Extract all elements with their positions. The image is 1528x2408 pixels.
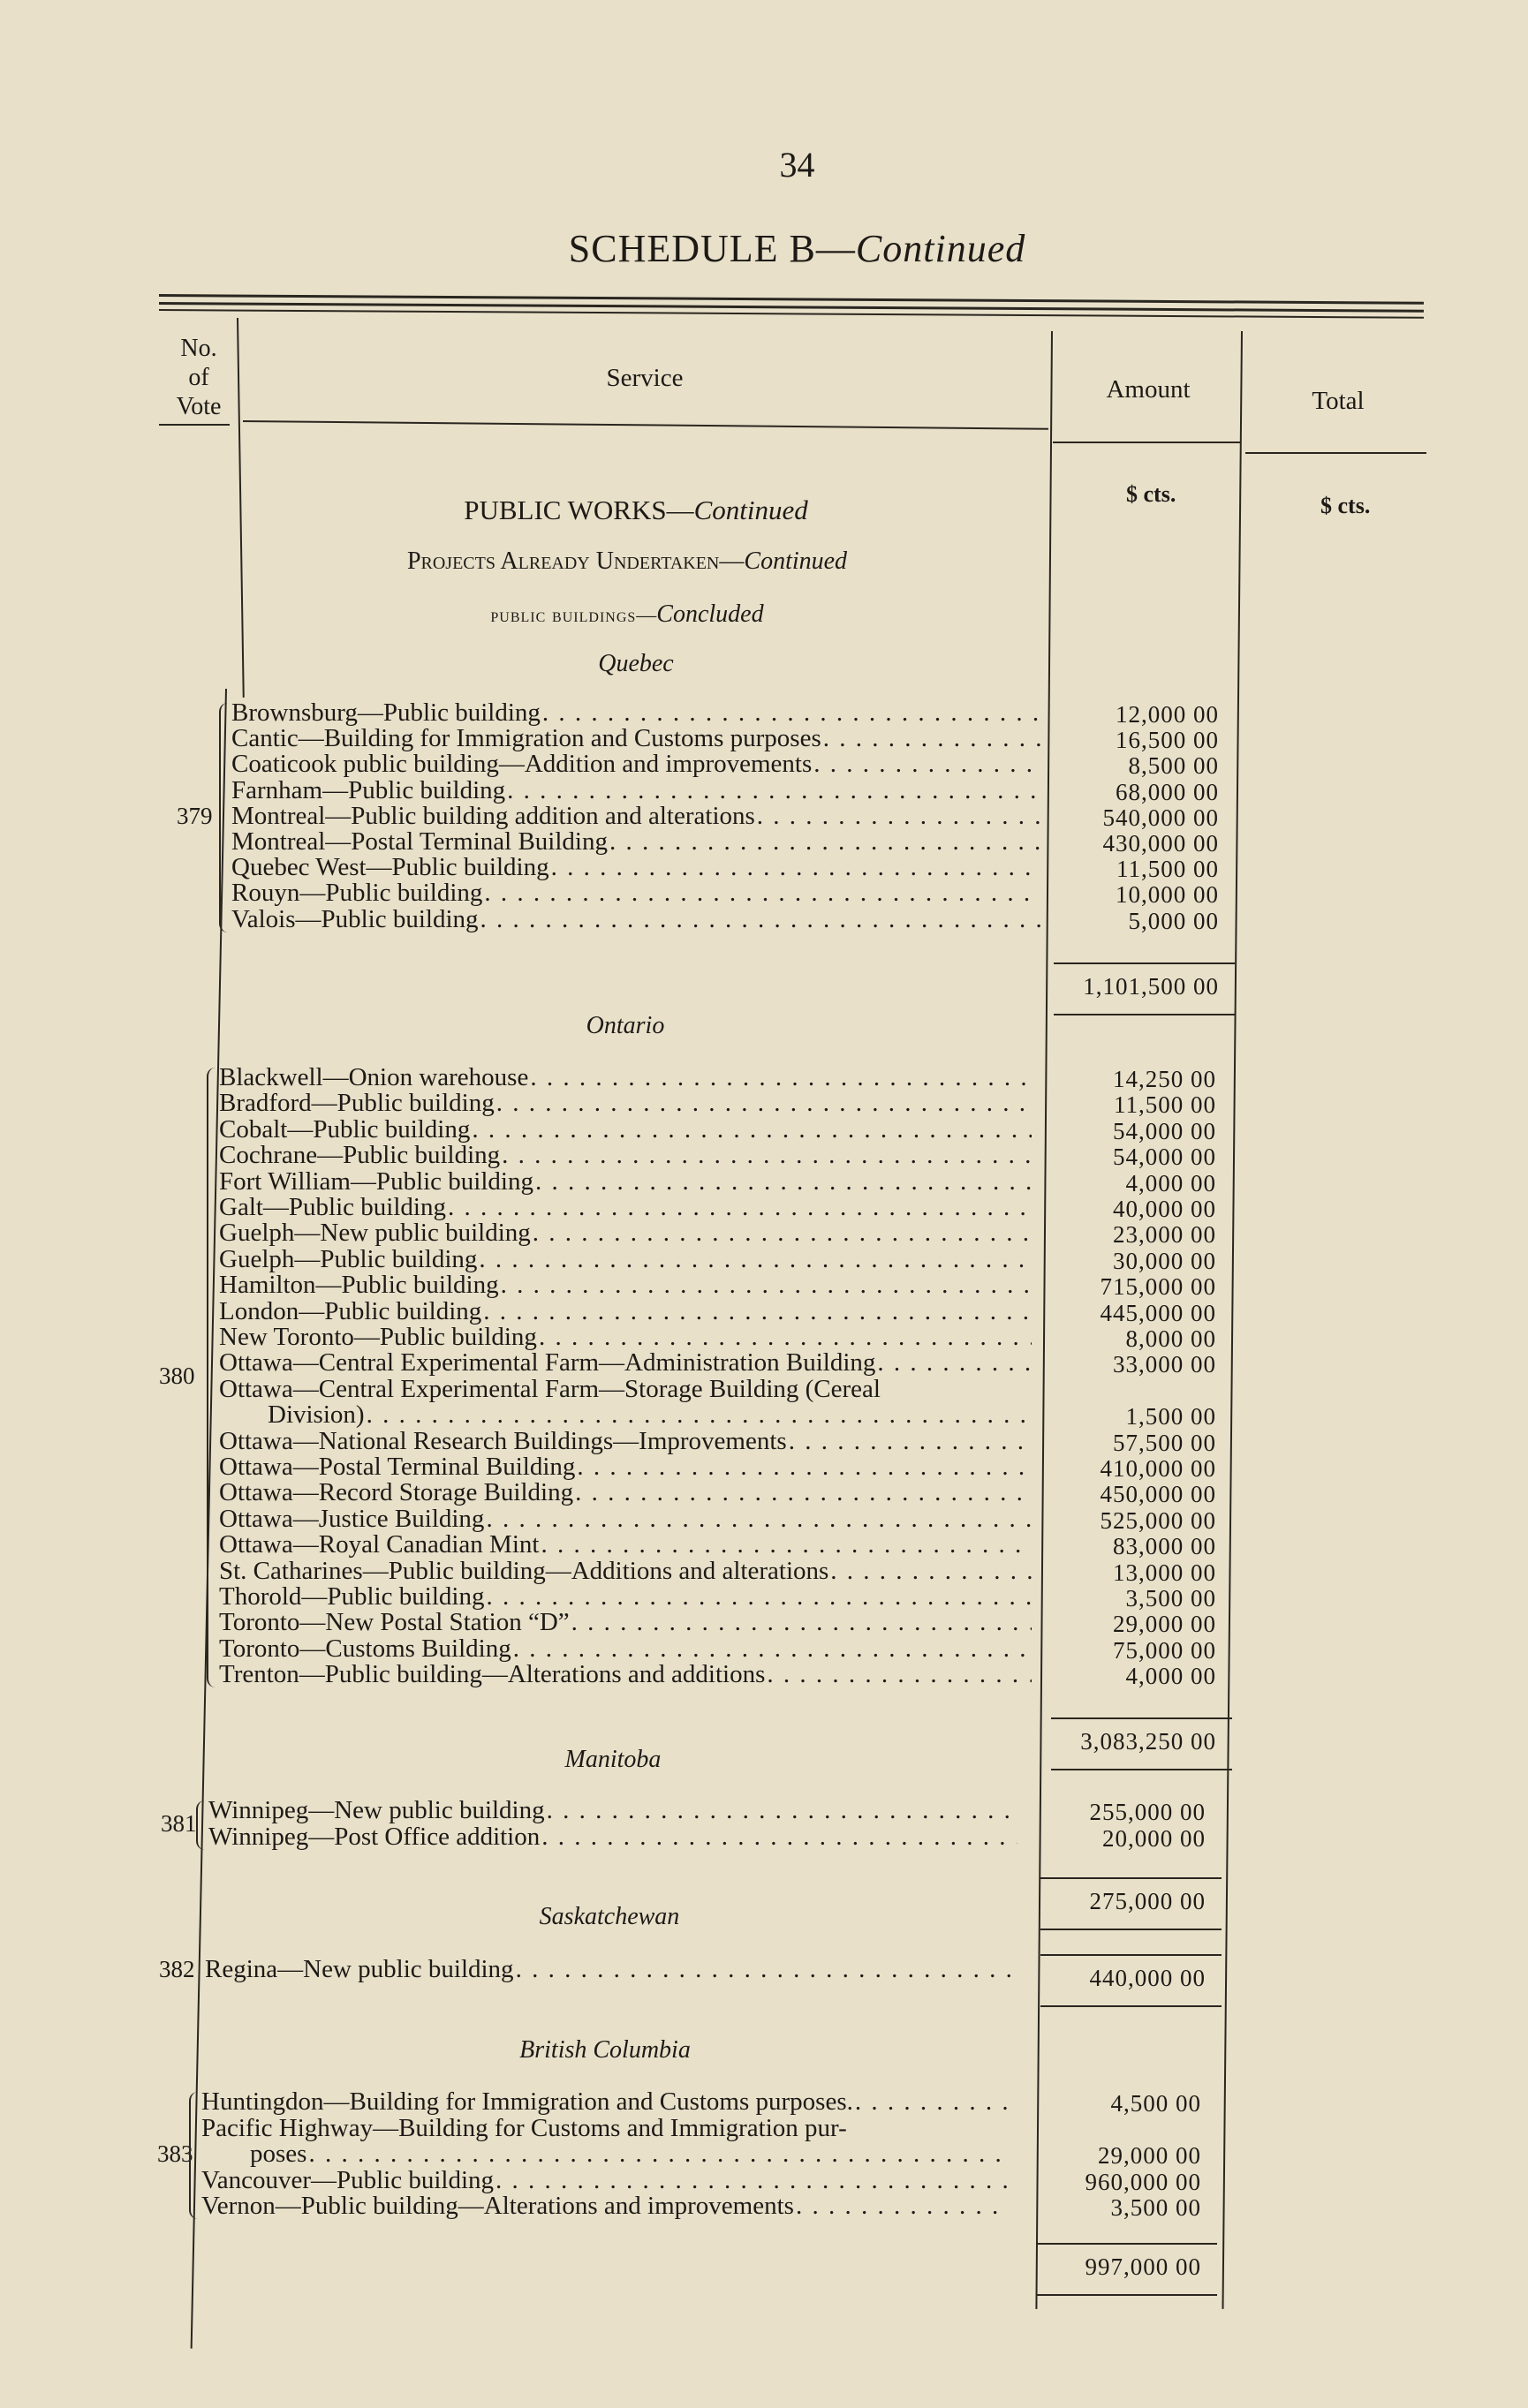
header-service: Service <box>606 364 684 392</box>
item-amount: 8,000 00 <box>1125 1325 1216 1352</box>
service-item <box>219 1324 1032 1350</box>
leader-dots <box>486 1506 1032 1532</box>
item-amount: 29,000 00 <box>1098 2142 1201 2169</box>
service-text: Quebec West—Public building <box>231 853 549 882</box>
schedule-title <box>0 226 1528 271</box>
item-amount: 75,000 00 <box>1113 1636 1216 1664</box>
province-heading: Manitoba <box>564 1746 662 1773</box>
item-amount: 540,000 00 <box>1102 804 1219 831</box>
subtotal-underline <box>1040 1929 1222 1930</box>
item-amount: 4,000 00 <box>1125 1663 1216 1690</box>
service-text: Farnham—Public building <box>231 775 506 804</box>
vote-brace <box>196 1800 205 1850</box>
item-amount: 23,000 00 <box>1113 1221 1216 1249</box>
leader-dots <box>547 1797 1017 1823</box>
page-number: 34 <box>779 145 815 185</box>
service-text: Hamilton—Public building <box>219 1271 499 1300</box>
service-item <box>201 2115 1009 2141</box>
header-no: No. <box>180 335 217 362</box>
item-amount: 430,000 00 <box>1102 830 1219 857</box>
leader-dots <box>495 2167 1009 2193</box>
col-rule-total <box>1222 331 1243 2309</box>
category-heading: public buildings—Concluded <box>490 600 764 628</box>
leader-dots <box>571 1609 1032 1635</box>
vote-number: 383 <box>157 2140 193 2167</box>
item-amount: 12,000 00 <box>1116 701 1219 728</box>
service-text: Winnipeg—New public building <box>208 1796 545 1824</box>
service-item <box>219 1194 1032 1220</box>
item-amount: 10,000 00 <box>1116 881 1219 909</box>
service-item <box>219 1428 1032 1454</box>
service-item <box>231 777 1040 804</box>
service-item <box>219 1090 1032 1116</box>
leader-dots <box>480 906 1040 932</box>
vote-number: 380 <box>159 1363 195 1390</box>
leader-dots <box>535 1168 1032 1195</box>
service-item <box>205 1956 1014 1982</box>
province-heading: Ontario <box>586 1012 665 1039</box>
service-item <box>201 2167 1009 2193</box>
province-heading: Quebec <box>598 650 674 677</box>
item-amount: 33,000 00 <box>1113 1351 1216 1378</box>
item-amount: 83,000 00 <box>1113 1533 1216 1560</box>
service-item <box>219 1219 1032 1246</box>
service-item <box>231 828 1040 855</box>
leader-dots <box>830 1558 1032 1584</box>
service-item <box>231 879 1040 906</box>
service-text: Brownsburg—Public building <box>231 698 541 727</box>
subtotal-underline <box>1051 1769 1232 1770</box>
service-text: Thorold—Public building <box>219 1582 485 1611</box>
service-item <box>201 2193 1009 2219</box>
leader-dots <box>472 1116 1032 1143</box>
item-amount: 29,000 00 <box>1113 1611 1216 1638</box>
service-text: Guelph—New public building <box>219 1219 531 1248</box>
service-text: Blackwell—Onion warehouse <box>219 1063 529 1091</box>
service-text: Bradford—Public building <box>219 1089 495 1118</box>
service-item <box>219 1583 1032 1610</box>
amount-units: $ cts. <box>1126 481 1176 507</box>
service-text: Pacific Highway—Building for Customs and Immigration pur- <box>201 2113 847 2142</box>
leader-dots <box>486 1583 1032 1610</box>
leader-dots <box>308 2140 1009 2167</box>
service-text: Galt—Public building <box>219 1193 446 1221</box>
subtotal-amount: 275,000 00 <box>1089 1888 1206 1914</box>
item-amount: 4,000 00 <box>1125 1169 1216 1196</box>
item-amount: 410,000 00 <box>1100 1455 1216 1482</box>
service-text: Fort William—Public building <box>219 1166 533 1196</box>
subtotal-underline <box>1054 1014 1235 1015</box>
subtotal-underline <box>1040 2005 1222 2007</box>
item-amount: 57,500 00 <box>1113 1429 1216 1456</box>
service-text: Winnipeg—Post Office addition <box>208 1822 541 1851</box>
leader-dots <box>542 699 1040 726</box>
service-item <box>231 699 1040 726</box>
item-amount: 20,000 00 <box>1102 1824 1206 1852</box>
service-text: Ottawa—Central Experimental Farm—Storage Building (Cereal <box>219 1374 881 1403</box>
vote-brace <box>207 1068 216 1687</box>
leader-dots <box>877 1349 1032 1376</box>
item-amount: 54,000 00 <box>1113 1117 1216 1144</box>
service-text: Cobalt—Public building <box>219 1114 471 1144</box>
service-item <box>219 1142 1032 1168</box>
service-text: Regina—New public building <box>205 1955 514 1983</box>
leader-dots <box>501 1272 1032 1298</box>
service-item <box>219 1168 1032 1195</box>
leader-dots <box>367 1401 1032 1428</box>
item-amount: 68,000 00 <box>1116 778 1219 805</box>
subtotal-amount: 440,000 00 <box>1089 1965 1206 1991</box>
service-item <box>219 1298 1032 1325</box>
item-amount: 525,000 00 <box>1100 1506 1216 1534</box>
service-text: Cantic—Building for Immigration and Customs purposes <box>231 724 821 753</box>
subtotal-amount: 3,083,250 00 <box>1080 1728 1216 1755</box>
service-text: Ottawa—National Research Buildings—Improvements <box>219 1426 787 1455</box>
service-item <box>219 1453 1032 1480</box>
service-text: Montreal—Public building addition and alterations <box>231 801 755 830</box>
header-rule-vote <box>159 424 230 426</box>
header-rule-service <box>243 420 1048 430</box>
leader-dots <box>496 1090 1032 1116</box>
service-item-continued <box>268 1401 1032 1428</box>
leader-dots <box>789 1428 1032 1454</box>
subtotal-rule <box>1054 962 1235 964</box>
header-rule-total <box>1245 452 1426 454</box>
leader-dots <box>577 1453 1032 1480</box>
service-text: Toronto—Customs Building <box>219 1634 511 1663</box>
leader-dots <box>530 1064 1032 1091</box>
service-item-continued <box>250 2140 1009 2167</box>
item-amount: 40,000 00 <box>1113 1196 1216 1222</box>
vote-brace <box>189 2092 198 2219</box>
leader-dots <box>533 1219 1032 1246</box>
subtotal-underline <box>1036 2294 1217 2296</box>
item-amount: 445,000 00 <box>1100 1299 1216 1326</box>
service-text: London—Public building <box>219 1296 482 1325</box>
item-amount: 16,500 00 <box>1116 727 1219 754</box>
header-rule-amount <box>1053 442 1240 443</box>
service-text: Ottawa—Postal Terminal Building <box>219 1453 576 1481</box>
service-text: Coaticook public building—Addition and improvements <box>231 750 813 779</box>
service-text: Vernon—Public building—Alterations and improvements <box>201 2192 794 2220</box>
service-item <box>231 803 1040 829</box>
vote-brace <box>219 703 228 932</box>
service-item <box>231 906 1040 932</box>
leader-dots <box>855 2088 1009 2115</box>
service-text: Montreal—Postal Terminal Building <box>231 827 608 856</box>
service-text: Ottawa—Record Storage Building <box>219 1478 574 1507</box>
leader-dots <box>575 1479 1032 1506</box>
leader-dots <box>757 803 1040 829</box>
header-of: of <box>188 364 209 391</box>
service-text: Vancouver—Public building <box>201 2165 495 2194</box>
service-item <box>219 1661 1032 1687</box>
item-amount: 13,000 00 <box>1113 1559 1216 1586</box>
service-text: St. Catharines—Public building—Additions and alterations <box>219 1556 829 1585</box>
province-heading: British Columbia <box>519 2036 691 2064</box>
service-item <box>219 1272 1032 1298</box>
total-units: $ cts. <box>1320 493 1371 518</box>
service-text: Rouyn—Public building <box>231 879 483 908</box>
service-text: Huntingdon—Building for Immigration and Customs purposes. <box>201 2087 853 2116</box>
service-item <box>231 751 1040 777</box>
leader-dots <box>609 828 1040 855</box>
header-total: Total <box>1312 387 1365 415</box>
projects-heading: Projects Already Undertaken—Continued <box>406 547 848 575</box>
leader-dots <box>448 1194 1032 1220</box>
item-amount: 4,500 00 <box>1110 2090 1201 2117</box>
schedule-title-continued: Continued <box>855 227 1026 270</box>
leader-dots <box>813 751 1040 777</box>
leader-dots <box>541 1531 1032 1558</box>
vote-number: 381 <box>161 1809 197 1837</box>
header-amount: Amount <box>1106 375 1191 404</box>
service-item <box>219 1064 1032 1091</box>
leader-dots <box>484 879 1040 906</box>
service-item <box>219 1609 1032 1635</box>
item-amount: 255,000 00 <box>1089 1799 1206 1825</box>
service-text: New Toronto—Public building <box>219 1323 537 1351</box>
item-amount: 11,500 00 <box>1116 856 1219 883</box>
leader-dots <box>516 1956 1014 1982</box>
subtotal-rule <box>1040 1954 1222 1956</box>
vote-number: 379 <box>177 802 213 829</box>
subtotal-amount: 997,000 00 <box>1085 2253 1201 2280</box>
schedule-title-main: SCHEDULE B— <box>568 227 856 270</box>
leader-dots <box>479 1246 1032 1272</box>
leader-dots <box>483 1298 1032 1325</box>
service-item <box>208 1797 1017 1823</box>
service-text: Trenton—Public building—Alterations and additions <box>219 1660 766 1689</box>
leader-dots <box>539 1324 1032 1350</box>
item-amount: 715,000 00 <box>1100 1273 1216 1301</box>
vote-number: 382 <box>159 1956 195 1982</box>
item-amount: 11,500 00 <box>1114 1091 1216 1119</box>
service-text: Ottawa—Justice Building <box>219 1504 485 1533</box>
service-item <box>219 1116 1032 1143</box>
service-item <box>219 1479 1032 1506</box>
leader-dots <box>513 1635 1032 1662</box>
service-text: Guelph—Public building <box>219 1244 478 1273</box>
service-item <box>201 2088 1009 2115</box>
service-item <box>219 1349 1032 1376</box>
province-heading: Saskatchewan <box>539 1903 680 1930</box>
service-item <box>231 725 1040 751</box>
leader-dots <box>551 854 1040 880</box>
service-item <box>219 1531 1032 1558</box>
item-amount: 960,000 00 <box>1085 2168 1201 2195</box>
item-amount: 30,000 00 <box>1113 1247 1216 1274</box>
service-item <box>219 1506 1032 1532</box>
leader-dots <box>502 1142 1032 1168</box>
item-amount: 8,500 00 <box>1128 752 1219 780</box>
service-text: Valois—Public building <box>231 904 479 933</box>
leader-dots <box>541 1823 1017 1850</box>
item-amount: 1,500 00 <box>1125 1403 1216 1430</box>
subtotal-rule <box>1036 2243 1217 2245</box>
department-heading: PUBLIC WORKS—Continued <box>464 494 808 525</box>
service-text-continued: poses <box>250 2140 307 2168</box>
service-text: Ottawa—Central Experimental Farm—Administration Building <box>219 1348 876 1378</box>
leader-dots <box>507 777 1040 804</box>
service-item <box>219 1246 1032 1272</box>
service-item <box>219 1376 1032 1402</box>
item-amount: 54,000 00 <box>1113 1144 1216 1171</box>
item-amount: 5,000 00 <box>1128 907 1219 934</box>
item-amount: 14,250 00 <box>1113 1066 1216 1092</box>
service-item <box>219 1635 1032 1662</box>
service-item <box>231 854 1040 880</box>
service-item <box>208 1823 1017 1850</box>
subtotal-amount: 1,101,500 00 <box>1083 973 1219 1000</box>
header-vote: Vote <box>176 393 222 420</box>
subtotal-rule <box>1040 1877 1222 1879</box>
leader-dots <box>823 725 1040 751</box>
service-text: Toronto—New Postal Station “D” <box>219 1608 570 1637</box>
service-text: Cochrane—Public building <box>219 1141 501 1170</box>
header-no-of-vote <box>159 334 238 421</box>
item-amount: 450,000 00 <box>1100 1481 1216 1508</box>
item-amount: 3,500 00 <box>1125 1585 1216 1612</box>
service-item <box>219 1558 1032 1584</box>
item-amount: 3,500 00 <box>1110 2194 1201 2221</box>
service-text: Ottawa—Royal Canadian Mint <box>219 1530 540 1559</box>
service-text-continued: Division) <box>268 1400 365 1430</box>
leader-dots <box>796 2193 1009 2219</box>
leader-dots <box>767 1661 1032 1687</box>
subtotal-rule <box>1051 1717 1232 1719</box>
